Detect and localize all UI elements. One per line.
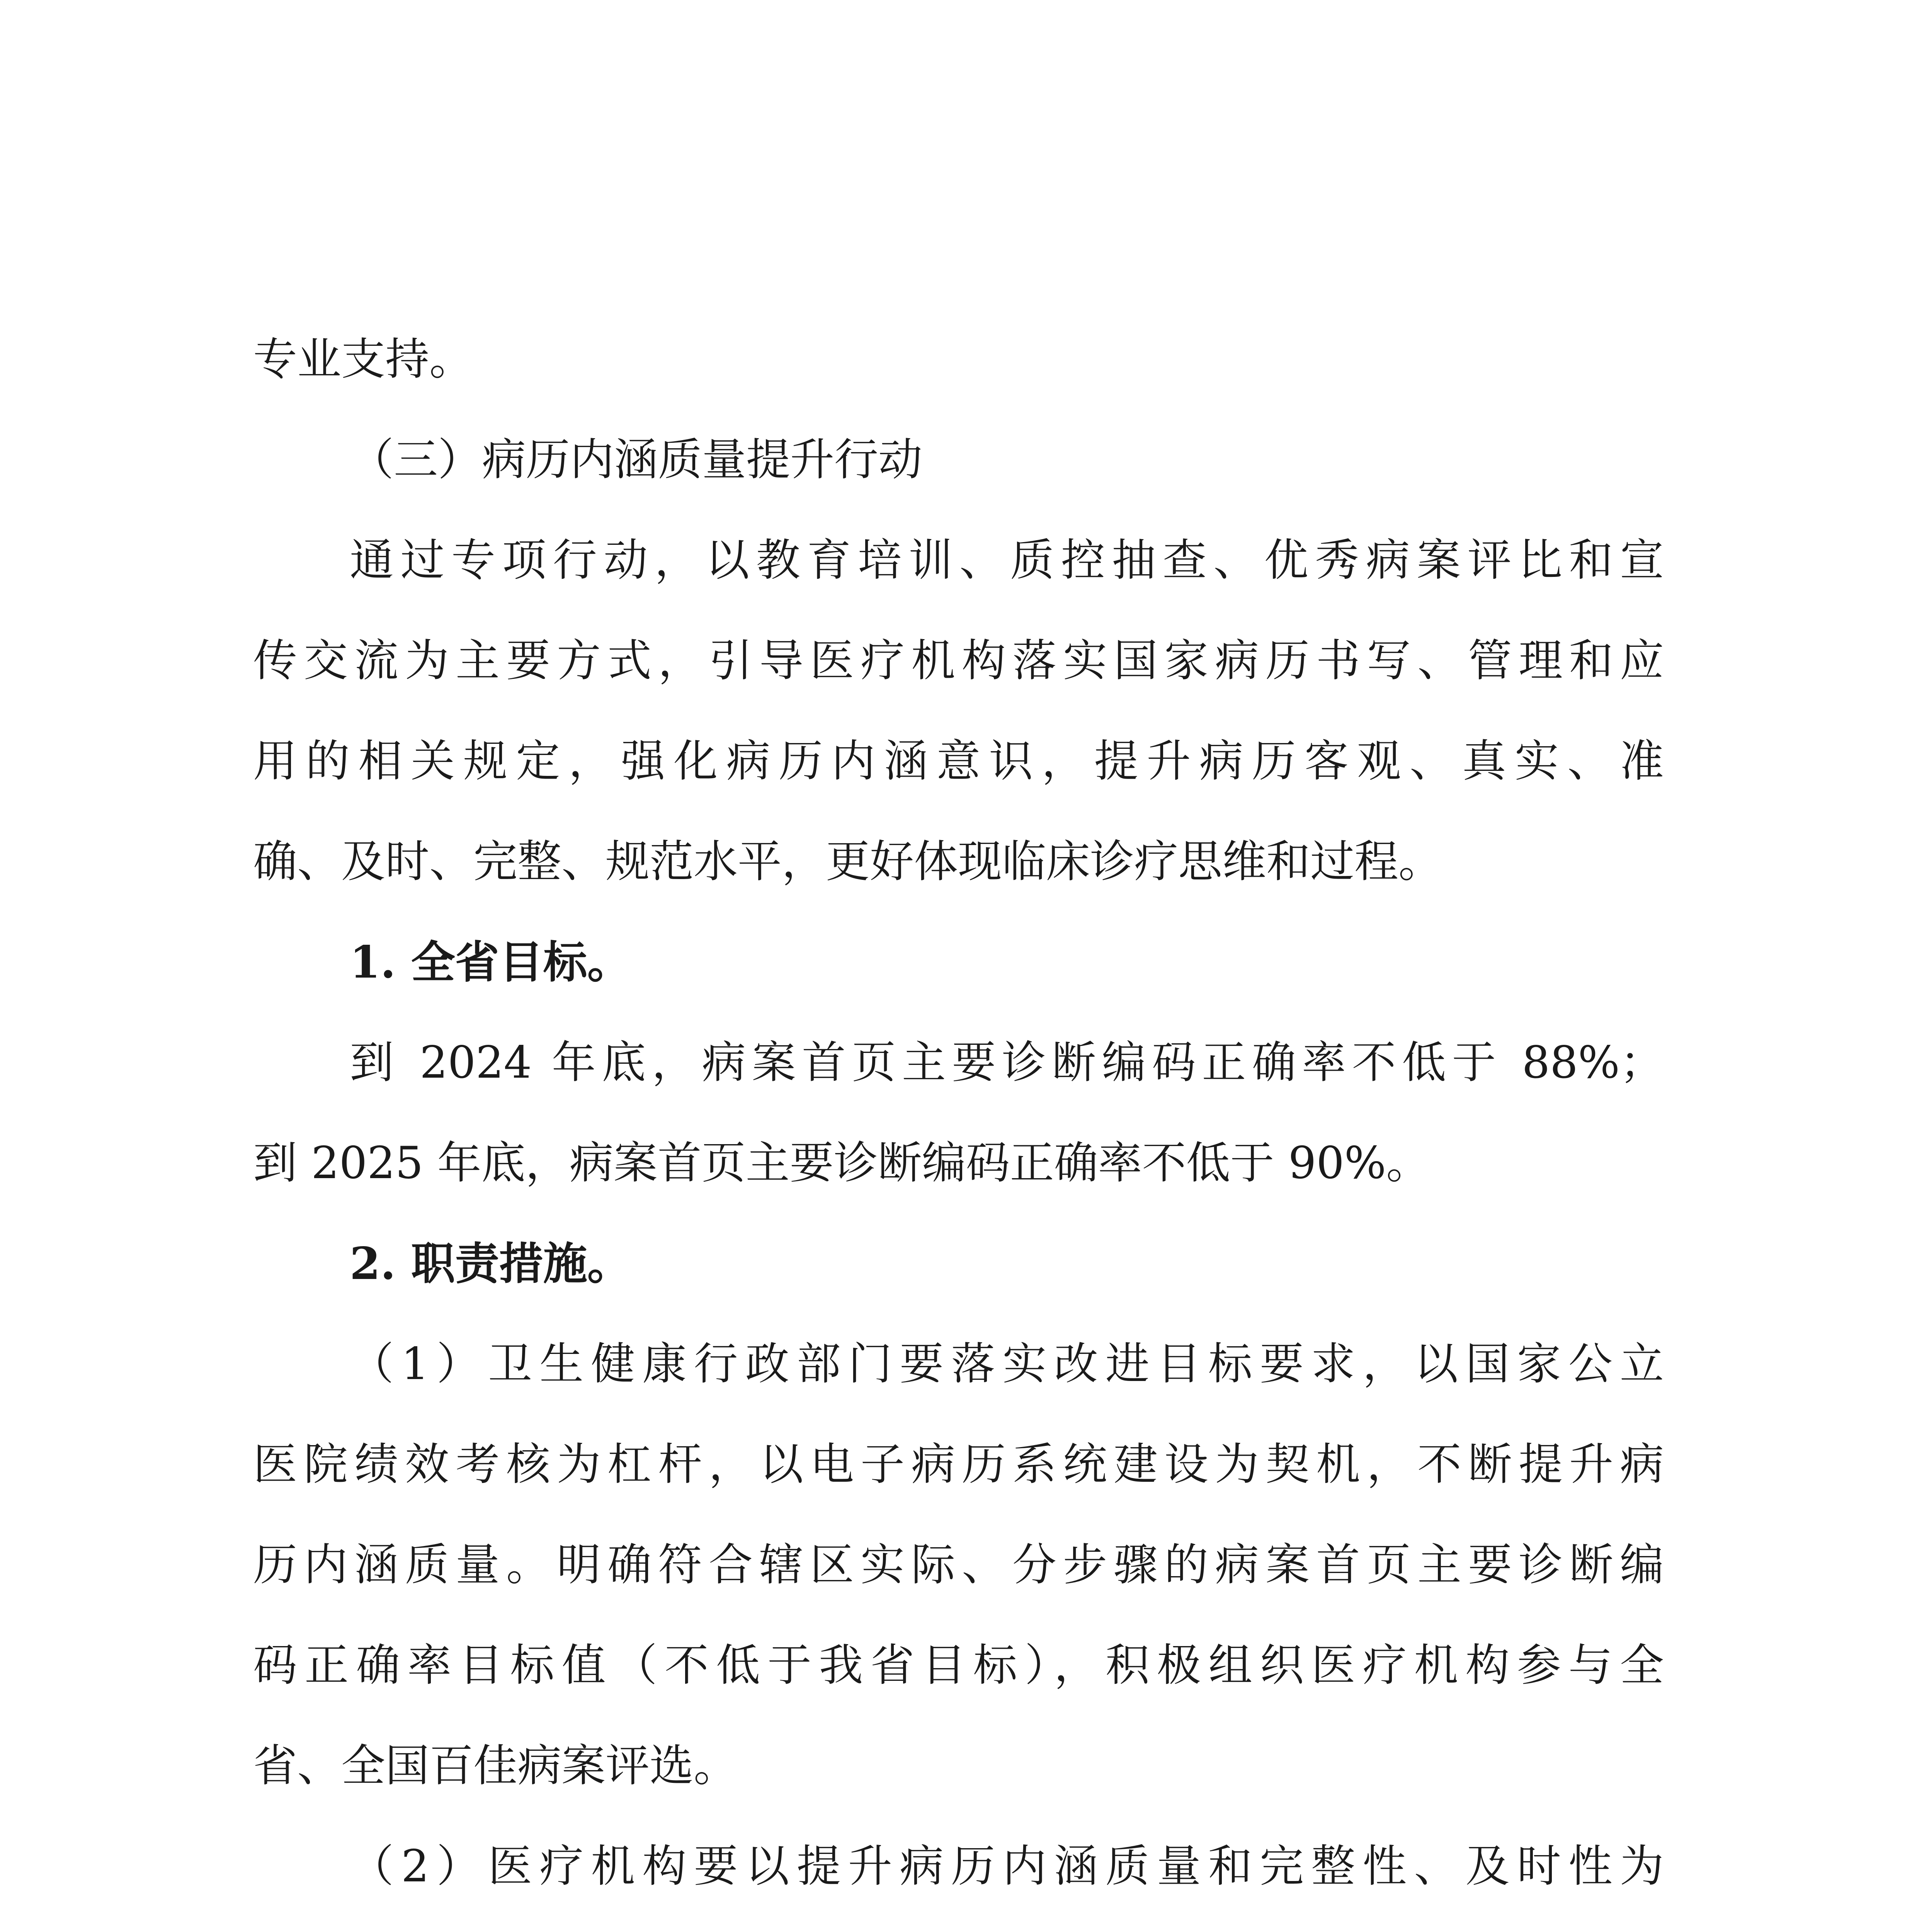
paragraph-line: 通过专项行动，以教育培训、质控抽查、优秀病案评比和宣	[350, 534, 1664, 586]
subheading-measures: 2. 职责措施。	[350, 1238, 631, 1289]
paragraph-line: 到 2024 年底，病案首页主要诊断编码正确率不低于 88%；	[350, 1037, 1664, 1088]
paragraph-line-continuation: 专业支持。	[253, 333, 474, 385]
section-heading: （三）病历内涵质量提升行动	[350, 434, 923, 485]
paragraph-line: 传交流为主要方式，引导医疗机构落实国家病历书写、管理和应	[253, 635, 1664, 686]
paragraph-line: 用的相关规定，强化病历内涵意识，提升病历客观、真实、准	[253, 735, 1664, 787]
paragraph-line: 历内涵质量。明确符合辖区实际、分步骤的病案首页主要诊断编	[253, 1539, 1664, 1590]
paragraph-line: 到 2025 年底，病案首页主要诊断编码正确率不低于 90%。	[253, 1137, 1431, 1189]
paragraph-line: 省、全国百佳病案评选。	[253, 1740, 738, 1791]
paragraph-line: 确、及时、完整、规范水平，更好体现临床诊疗思维和过程。	[253, 836, 1443, 887]
paragraph-line: 医院绩效考核为杠杆，以电子病历系统建设为契机，不断提升病	[253, 1439, 1664, 1490]
paragraph-line: 码正确率目标值（不低于我省目标），积极组织医疗机构参与全	[253, 1639, 1664, 1691]
paragraph-line: （2）医疗机构要以提升病历内涵质量和完整性、及时性为	[350, 1840, 1664, 1892]
subheading-goal: 1. 全省目标。	[350, 936, 631, 988]
paragraph-line: （1）卫生健康行政部门要落实改进目标要求，以国家公立	[350, 1338, 1664, 1389]
